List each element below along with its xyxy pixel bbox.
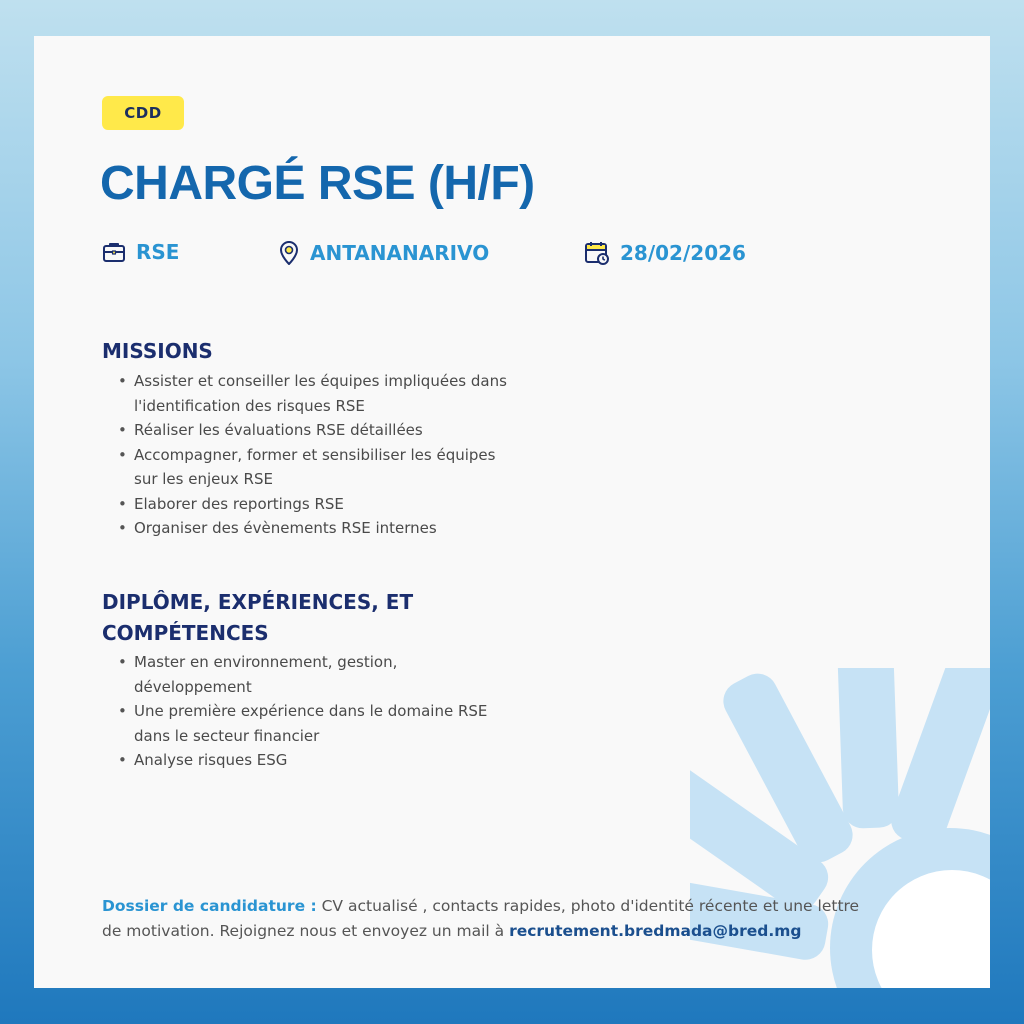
list-item: • Accompagner, former et sensibiliser les équipes sur les enjeux RSE [118, 443, 518, 492]
list-item: • Réaliser les évaluations RSE détaillées [118, 418, 518, 443]
department-label: RSE [136, 240, 180, 264]
list-item: • Organiser des évènements RSE internes [118, 516, 518, 541]
list-item: • Analyse risques ESG [118, 748, 518, 773]
list-item: • Une première expérience dans le domaine RSE dans le secteur financier [118, 699, 518, 748]
job-title: CHARGÉ RSE (H/F) [100, 157, 535, 210]
contract-type-badge: CDD [102, 96, 184, 130]
job-posting-card [34, 36, 990, 988]
missions-list [118, 369, 518, 541]
department-meta [102, 240, 179, 264]
date-label: 28/02/2026 [620, 241, 746, 265]
location-meta [278, 240, 489, 266]
location-label: ANTANANARIVO [310, 241, 490, 265]
date-meta [584, 240, 746, 266]
calendar-icon [584, 240, 610, 266]
list-item: • Master en environnement, gestion, développement [118, 650, 518, 699]
location-pin-icon [278, 240, 300, 266]
list-item: • Elaborer des reportings RSE [118, 492, 518, 517]
contact-email[interactable]: recrutement.bredmada@bred.mg [509, 922, 802, 940]
application-info [102, 894, 862, 944]
application-lead: Dossier de candidature : [102, 897, 317, 915]
application-text: CV actualisé , contacts rapides, photo d'identité récente et une lettre de motivation. Rejoignez nous et envoyez un mail à [102, 897, 860, 940]
missions-title: MISSIONS [102, 339, 213, 363]
requirements-list [118, 650, 518, 773]
briefcase-icon [102, 240, 126, 264]
requirements-title: DIPLÔME, EXPÉRIENCES, ET COMPÉTENCES [102, 590, 414, 645]
list-item: • Assister et conseiller les équipes impliquées dans l'identification des risques RSE [118, 369, 518, 418]
